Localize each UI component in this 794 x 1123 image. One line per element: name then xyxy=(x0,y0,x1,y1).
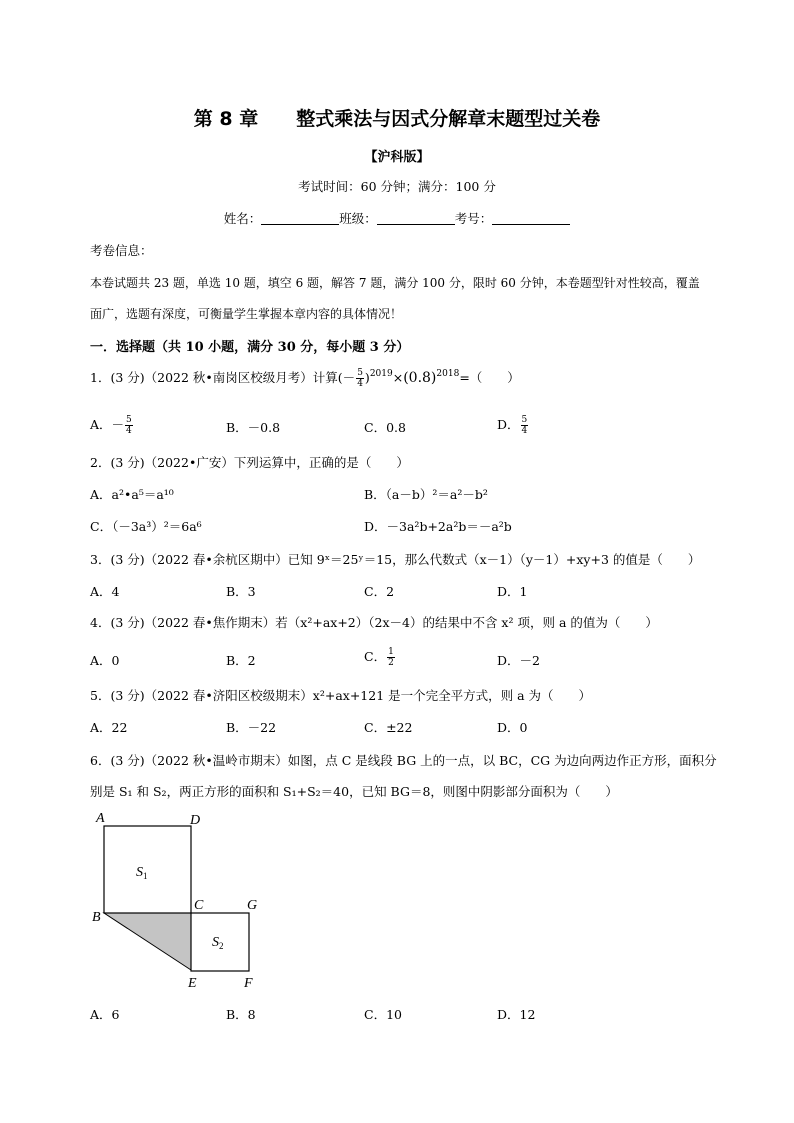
edition-label: 【沪科版】 xyxy=(364,150,430,165)
question-3-stem: 3．(3 分)（2022 春•余杭区期中）已知 9ˣ＝25ʸ＝15，那么代数式（x－1）（y－1）+xy+3 的值是（ ） xyxy=(90,552,701,567)
q2-option-c[interactable]: C．（－3a³）²＝6a⁶ xyxy=(90,519,202,534)
name-field[interactable] xyxy=(261,212,339,225)
q4-option-a[interactable]: A．0 xyxy=(90,653,120,668)
q1-option-c[interactable]: C．0.8 xyxy=(364,420,406,435)
point-c-label: C xyxy=(194,898,204,913)
q4-option-b[interactable]: B．2 xyxy=(226,653,256,668)
q3-option-a[interactable]: A．4 xyxy=(90,584,120,599)
point-g-label: G xyxy=(247,898,258,913)
question-1-stem: 1．(3 分)（2022 秋•南岗区校级月考）计算(－ $\frac{5}{4}$ )$^{2019}\times(0.8)^{2018}=$（ ） xyxy=(90,368,520,389)
q6-option-a[interactable]: A．6 xyxy=(90,1007,120,1022)
q4-option-d[interactable]: D．－2 xyxy=(497,653,540,668)
page-title: 第 8 章 整式乘法与因式分解章末题型过关卷 xyxy=(193,108,601,130)
question-6-stem-line-1: 6．(3 分)（2022 秋•温岭市期末）如图，点 C 是线段 BG 上的一点，以 BC，CG 为边向两边作正方形，面积分 xyxy=(90,753,717,768)
q6-option-c[interactable]: C．10 xyxy=(364,1007,402,1022)
point-a-label: A xyxy=(96,811,105,826)
point-e-label: E xyxy=(188,976,197,991)
exam-info: 考试时间：60 分钟；满分：100 分 xyxy=(298,179,496,194)
q6-option-b[interactable]: B．8 xyxy=(226,1007,256,1022)
question-5-stem: 5．(3 分)（2022 春•济阳区校级期末）x²+ax+121 是一个完全平方式，则 a 为（ ） xyxy=(90,688,592,703)
info-line-1: 本卷试题共 23 题，单选 10 题，填空 6 题，解答 7 题，满分 100 分，限时 60 分钟，本卷题型针对性较高，覆盖 xyxy=(90,276,700,290)
class-label: 班级： xyxy=(339,211,377,226)
point-f-label: F xyxy=(244,976,253,991)
point-b-label: B xyxy=(92,910,101,925)
q1-option-b[interactable]: B．－0.8 xyxy=(226,420,281,435)
q1-option-a[interactable]: A．－ $\frac{5}{4}$ xyxy=(90,415,132,436)
shaded-triangle xyxy=(104,913,191,970)
square-s1 xyxy=(104,826,191,913)
info-line-2: 面广，选题有深度，可衡量学生掌握本章内容的具体情况！ xyxy=(90,307,403,321)
q3-option-b[interactable]: B．3 xyxy=(226,584,256,599)
question-6-stem-line-2: 别是 S₁ 和 S₂，两正方形的面积和 S₁+S₂＝40，已知 BG＝8，则图中阴影部分面积为（ ） xyxy=(90,784,618,799)
number-field[interactable] xyxy=(492,212,570,225)
q5-option-b[interactable]: B．－22 xyxy=(226,720,277,735)
fraction: $\frac{5}{4}$ xyxy=(357,368,363,389)
q1-option-d[interactable]: D． $\frac{5}{4}$ xyxy=(497,415,528,436)
q5-option-a[interactable]: A．22 xyxy=(90,720,128,735)
question-4-stem: 4．(3 分)（2022 春•焦作期末）若（x²+ax+2）（2x－4）的结果中不含 x² 项，则 a 的值为（ ） xyxy=(90,615,658,630)
number-label: 考号： xyxy=(454,211,493,226)
student-info-line xyxy=(0,209,794,227)
q6-option-d[interactable]: D．12 xyxy=(497,1007,536,1022)
q2-option-b[interactable]: B．（a－b）²＝a²－b² xyxy=(364,487,488,502)
name-label: 姓名： xyxy=(223,211,262,226)
q2-option-a[interactable]: A．a²•a⁵＝a¹⁰ xyxy=(90,487,174,502)
q3-option-c[interactable]: C．2 xyxy=(364,584,395,599)
point-d-label: D xyxy=(190,813,201,828)
section-heading: 一．选择题（共 10 小题，满分 30 分，每小题 3 分） xyxy=(90,340,410,355)
q4-option-c[interactable]: C． $\frac{1}{2}$ xyxy=(364,647,394,668)
q5-option-d[interactable]: D．0 xyxy=(497,720,528,735)
question-2-stem: 2．(3 分)（2022•广安）下列运算中，正确的是（ ） xyxy=(90,455,409,470)
area-s1-label: $S_1$ xyxy=(136,865,148,881)
class-field[interactable] xyxy=(377,212,455,225)
q2-option-d[interactable]: D．－3a²b+2a²b＝－a²b xyxy=(364,519,512,534)
area-s2-label: $S_2$ xyxy=(212,935,224,951)
q5-option-c[interactable]: C．±22 xyxy=(364,720,413,735)
info-heading: 考卷信息： xyxy=(90,243,153,258)
geometry-figure xyxy=(90,806,270,996)
q3-option-d[interactable]: D．1 xyxy=(497,584,528,599)
